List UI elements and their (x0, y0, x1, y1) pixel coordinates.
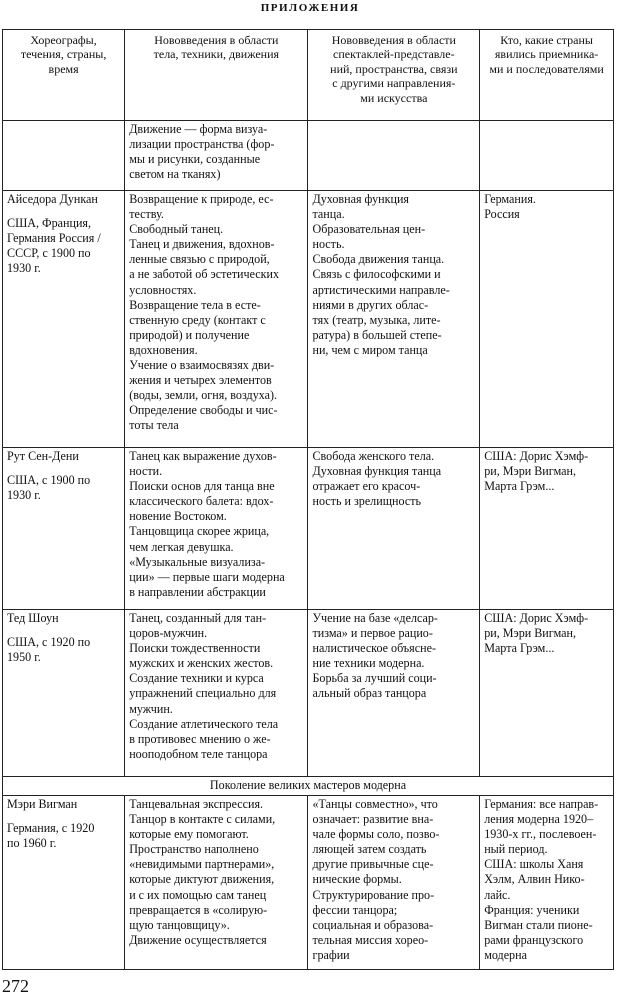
text-line: лайс. (484, 887, 511, 902)
text-line: 1930 г. (7, 261, 41, 276)
text-line: спектаклей-представле- (333, 47, 455, 62)
text-line: ний, пространства, связи (330, 61, 458, 76)
text-line: Движение осуществляется (129, 932, 267, 947)
followers-cell (480, 448, 614, 610)
text-line: упражнений специально для (129, 686, 277, 701)
text-line: время (48, 61, 79, 76)
text-line: «Музыкальные визуализа- (129, 554, 266, 569)
text-line: ления модерна 1920– (484, 812, 594, 827)
text-line: новение Востоком. (129, 509, 227, 524)
table-row (3, 121, 614, 191)
text-line: классического балета: вдох- (129, 494, 274, 509)
text-line: течения, страны, (20, 47, 107, 62)
text-line: а не заботой об эстетических (129, 267, 280, 282)
text-line: альный образ танцора (312, 686, 427, 701)
body-innovations-cell (125, 796, 308, 970)
text-line: и с их помощью сам танец (129, 887, 267, 902)
text-line: Кто, какие страны (500, 33, 593, 47)
choreographer-cell (3, 448, 125, 610)
text-line: щую танцовщицу». (129, 917, 230, 932)
text-line: Определение свободы и чис- (129, 403, 278, 418)
text-line: Борьба за лучший соци- (312, 671, 437, 686)
text-line: Связь с философскими и (312, 267, 441, 282)
choreographer-details (7, 635, 120, 665)
text-line: Свобода движения танца. (312, 252, 445, 267)
body-innovations-cell (125, 191, 308, 448)
text-line: которые ему помогают. (129, 827, 249, 842)
text-line: Пространство наполнено (129, 842, 259, 857)
text-line: вдохновения. (129, 342, 198, 357)
text-line: ции» — первые шаги модерна (129, 569, 285, 584)
text-line: Танец и движения, вдохнов- (129, 237, 275, 252)
choreographer-details (7, 473, 120, 503)
choreographer-name: Рут Сен-Дени (7, 449, 79, 463)
text-line: Образовательная цен- (312, 222, 426, 237)
col-header (308, 30, 480, 121)
text-line: Духовная функция танца (312, 464, 442, 479)
text-line: фессии танцора; (312, 902, 398, 917)
body-innovations-cell (125, 610, 308, 777)
body-innovations-cell (125, 448, 308, 610)
text-line: с другими направления- (332, 76, 456, 91)
text-line: Поиски основ для танца вне (129, 479, 275, 494)
section-row (3, 777, 614, 796)
spectacle-innovations-cell (308, 796, 480, 970)
col-header (3, 30, 125, 121)
text-line: Хэлм, Алвин Нико- (484, 872, 585, 887)
table-row (3, 610, 614, 777)
text-line: ри, Мэри Вигман, (484, 626, 577, 641)
text-line: явились приемника- (494, 47, 599, 62)
text-line: Вигман стали пионе- (484, 917, 593, 932)
text-line: «Танцы совместно», что (312, 797, 438, 811)
text-line: Марта Грэм... (484, 641, 555, 656)
text-line: Танцовщица скорее жрица, (129, 524, 270, 539)
spectacle-innovations-cell (308, 448, 480, 610)
choreographer-details (7, 216, 120, 276)
text-line: США, с 1900 по (7, 473, 91, 488)
text-line: Россия (484, 207, 520, 222)
running-header: ПРИЛОЖЕНИЯ (260, 2, 360, 14)
table-cell (308, 121, 480, 191)
followers-cell (480, 610, 614, 777)
text-line: Возвращение тела в есте- (129, 297, 261, 312)
text-line: Учение о взаимосвязях дви- (129, 358, 275, 373)
text-line: Хореографы, (30, 33, 97, 47)
text-line: ленные связью с природой, (129, 252, 270, 267)
table-row (3, 191, 614, 448)
text-line: ляющей затем создать (312, 842, 427, 857)
text-line: ми искусства (360, 90, 428, 105)
table-header-row (3, 30, 614, 121)
followers-cell (480, 191, 614, 448)
choreographer-name: Айседора Дункан (7, 192, 98, 206)
choreographer-cell (3, 796, 125, 970)
text-line: США, с 1920 по (7, 635, 91, 650)
text-line: Танец, созданный для тан- (129, 611, 267, 625)
table-cell (3, 121, 125, 191)
choreographer-name: Мэри Вигман (7, 797, 78, 811)
text-line: мужских и женских жестов. (129, 656, 274, 671)
table-row (3, 448, 614, 610)
text-line: природой) и получение (129, 327, 250, 342)
text-line: тела, техники, движения (153, 47, 280, 62)
text-line: ни, чем с миром танца (312, 342, 428, 357)
text-line: в противовес мнению о же- (129, 731, 271, 746)
text-line: тизма» и первое рацио- (312, 626, 433, 641)
choreographer-name: Тед Шоун (7, 611, 59, 625)
text-line: Германия: все направ- (484, 797, 599, 811)
choreographer-details (7, 821, 120, 851)
text-line: Танцевальная экспрессия. (129, 797, 264, 811)
text-line: Германия, с 1920 (7, 821, 95, 836)
text-line: Нововведения в области (154, 33, 279, 47)
text-line: ниями в других облас- (312, 297, 429, 312)
text-line: цоров-мужчин. (129, 626, 208, 641)
section-title: Поколение великих мастеров модерна (3, 777, 614, 796)
text-line: налистическое объясне- (312, 641, 436, 656)
text-line: «невидимыми партнерами», (129, 857, 275, 872)
followers-cell (480, 796, 614, 970)
text-line: Создание техники и курса (129, 671, 264, 686)
text-line: Германия Россия / (7, 231, 101, 246)
choreographer-cell (3, 191, 125, 448)
text-line: тельная миссия хорео- (312, 932, 429, 947)
text-line: тях (театр, музыка, лите- (312, 312, 441, 327)
choreographers-table (2, 29, 614, 970)
text-line: Свобода женского тела. (312, 449, 435, 463)
spectacle-innovations-cell (308, 610, 480, 777)
text-line: графии (312, 947, 350, 962)
text-line: модерна (484, 947, 527, 962)
text-line: которые диктуют движения, (129, 872, 275, 887)
text-line: отражает его красоч- (312, 479, 421, 494)
text-line: жения и четырех элементов (129, 373, 272, 388)
text-line: ственную среду (контакт с (129, 312, 266, 327)
text-line: чале формы соло, позво- (312, 827, 440, 842)
text-line: Танец как выражение духов- (129, 449, 277, 463)
text-line: СССР, с 1900 по (7, 246, 91, 261)
text-line: теству. (129, 207, 164, 222)
text-line: Франция: ученики (484, 902, 580, 917)
text-line: мужчин. (129, 701, 173, 716)
text-line: ми и последователями (489, 61, 604, 76)
text-line: 1950 г. (7, 650, 41, 665)
col-header (125, 30, 308, 121)
text-line: тоты тела (129, 418, 179, 433)
text-line: артистическими направле- (312, 282, 450, 297)
text-line: светом на тканях) (129, 167, 221, 182)
text-line: Танцор в контакте с силами, (129, 812, 276, 827)
spectacle-innovations-cell (308, 191, 480, 448)
text-line: ность и зрелищность (312, 494, 421, 509)
text-line: чем легкая девушка. (129, 539, 234, 554)
text-line: ратура) в большей степе- (312, 327, 442, 342)
text-line: танца. (312, 207, 345, 222)
text-line: США: Дорис Хэмф- (484, 611, 589, 625)
text-line: Поиски тождественности (129, 641, 261, 656)
text-line: Духовная функция (312, 192, 409, 206)
text-line: ный период. (484, 842, 548, 857)
choreographer-cell (3, 610, 125, 777)
text-line: условностях. (129, 282, 197, 297)
text-line: по 1960 г. (7, 836, 57, 851)
text-line: Движение — форма визуа- (129, 122, 268, 136)
text-line: ние техники модерна. (312, 656, 425, 671)
text-line: мы и рисунки, созданные (129, 152, 261, 167)
table-cell (480, 121, 614, 191)
text-line: превращается в «солирую- (129, 902, 268, 917)
text-line: Германия. (484, 192, 536, 206)
text-line: США: школы Ханя (484, 857, 584, 872)
text-line: Свободный танец. (129, 222, 224, 237)
text-line: нооподобном теле танцора (129, 746, 268, 761)
text-line: 1930 г. (7, 488, 41, 503)
text-line: Создание атлетического тела (129, 716, 279, 731)
col-header (480, 30, 614, 121)
text-line: другие привычные сце- (312, 857, 434, 872)
text-line: Нововведения в области (331, 33, 456, 47)
text-line: США, Франция, (7, 216, 92, 231)
table-cell (125, 121, 308, 191)
text-line: Возвращение к природе, ес- (129, 192, 274, 206)
text-line: означает: развитие вна- (312, 812, 434, 827)
text-line: (воды, земли, огня, воздуха). (129, 388, 278, 403)
text-line: Марта Грэм... (484, 479, 555, 494)
text-line: ри, Мэри Вигман, (484, 464, 577, 479)
text-line: Учение на базе «делсар- (312, 611, 438, 625)
text-line: ности. (129, 464, 163, 479)
text-line: социальная и образова- (312, 917, 434, 932)
text-line: нические формы. (312, 872, 402, 887)
table-row (3, 796, 614, 970)
text-line: 1930-х гг., послевоен- (484, 827, 597, 842)
text-line: рами французского (484, 932, 584, 947)
text-line: лизации пространства (фор- (129, 137, 275, 152)
text-line: в направлении абстракции (129, 584, 266, 599)
page-number: 272 (2, 976, 29, 996)
text-line: Структурирование про- (312, 887, 435, 902)
text-line: ность. (312, 237, 345, 252)
text-line: США: Дорис Хэмф- (484, 449, 589, 463)
